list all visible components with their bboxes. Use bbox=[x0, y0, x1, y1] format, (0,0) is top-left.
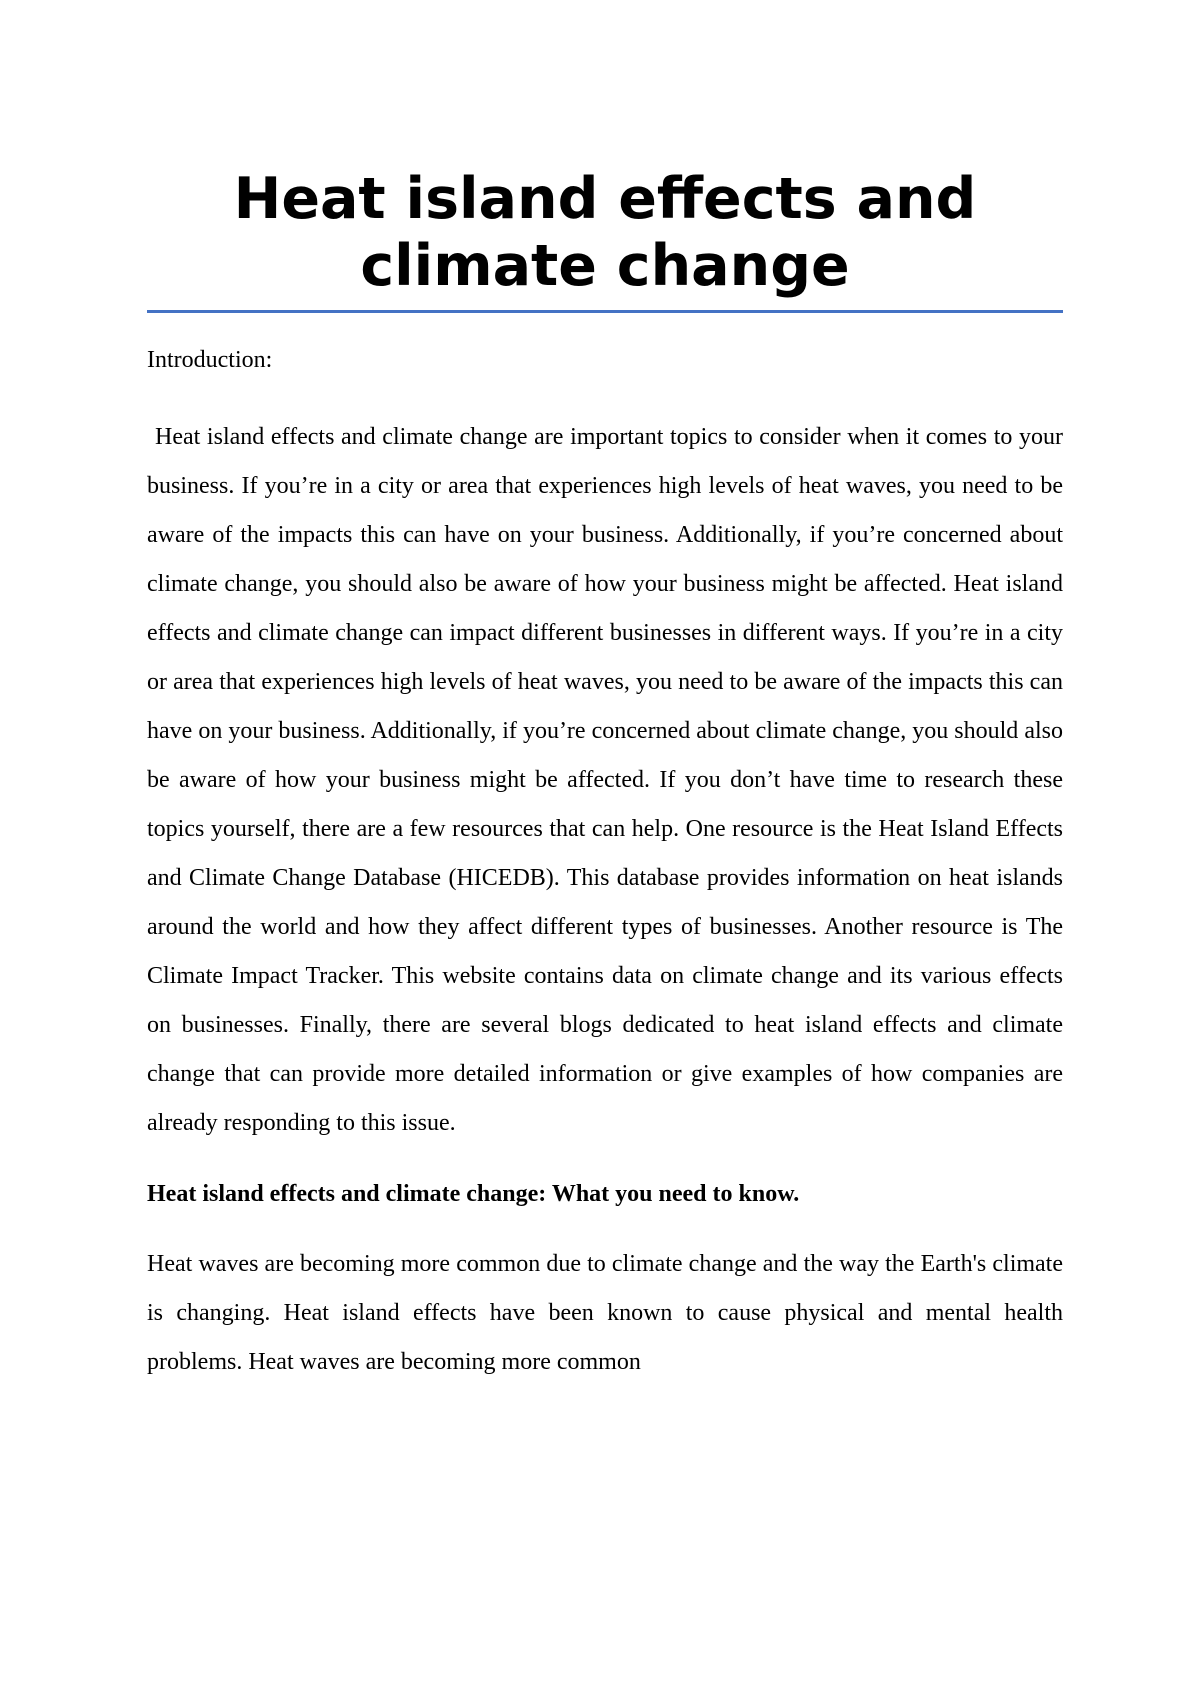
document-title: Heat island effects and climate change bbox=[233, 166, 977, 299]
section-heading: Heat island effects and climate change: What you need to know. bbox=[147, 1181, 800, 1207]
document-body bbox=[147, 340, 1063, 1387]
intro-label: Introduction: bbox=[147, 347, 273, 373]
intro-paragraph: Heat island effects and climate change are important topics to consider when it comes to your business. If you’re in a city or area that experiences high levels of heat waves, you need to be aware of the impacts this can have on your business. Additionally, if you’re concerned about climate change, you should also be aware of how your business might be affected. Heat island effects and climate change can impact different businesses in different ways. If you’re in a city or area that experiences high levels of heat waves, you need to be aware of the impacts this can have on your business. Additionally, if you’re concerned about climate change, you should also be aware of how your business might be affected. If you don’t have time to research these topics yourself, there are a few resources that can help. One resource is the Heat Island Effects and Climate Change Database (HICEDB). This database provides information on heat islands around the world and how they affect different types of businesses. Another resource is The Climate Impact Tracker. This website contains data on climate change and its various effects on businesses. Finally, there are several blogs dedicated to heat island effects and climate change that can provide more detailed information or give examples of how companies are already responding to this issue. bbox=[147, 424, 1063, 1136]
title-block bbox=[147, 166, 1063, 300]
title-underline-rule bbox=[147, 310, 1063, 313]
body-paragraph: Heat waves are becoming more common due to climate change and the way the Earth's climate is changing. Heat island effects have been known to cause physical and mental health problems. Heat waves are becoming more common bbox=[147, 1251, 1063, 1375]
